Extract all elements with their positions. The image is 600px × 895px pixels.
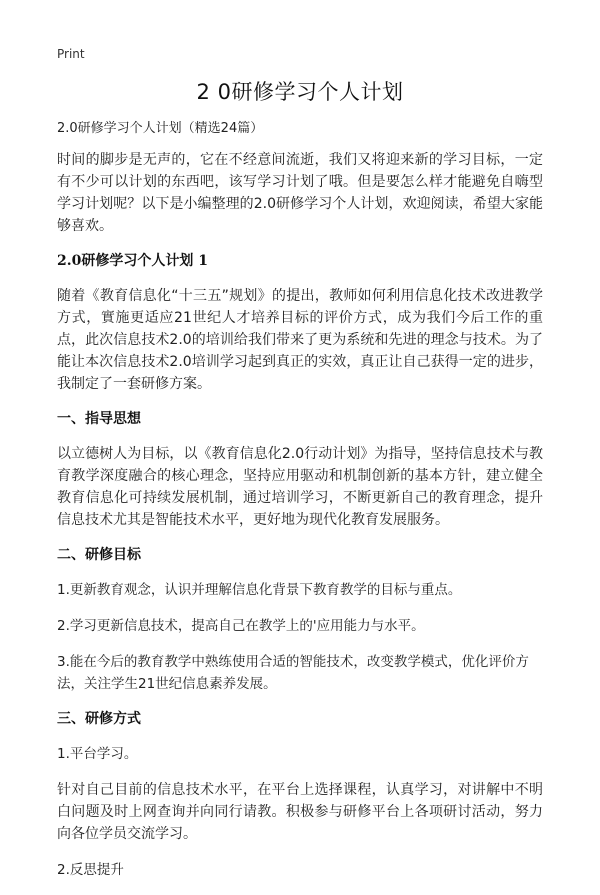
plan-1-paragraph: 随着《教育信息化“十三五”规划》的提出，教师如何利用信息化技术改进教学方式，實施更适应21世纪人才培养目标的评价方式，成为我们今后工作的重点，此次信息技术2.0的培训给我们带来了更为系统和先进的理念与技术。为了能让本次信息技术2.0培训学习起到真正的实效，真正让自己获得一定的进步，我制定了一套研修方案。 (57, 288, 543, 392)
intro-paragraph: 时间的脚步是无声的，它在不经意间流逝，我们又将迎来新的学习目标，一定有不少可以计划的东西吧，该写学习计划了哦。但是要怎么样才能避免自嗨型学习计划呢？以下是小编整理的2.0研修学习个人计划，欢迎阅读，希望大家能够喜欢。 (57, 152, 543, 234)
document-subtitle: 2.0研修学习个人计划（精选24篇） (57, 121, 264, 136)
page-title: 2 0研修学习个人计划 (196, 80, 404, 104)
goal-item-2: 2.学习更新信息技术，提高自己在教学上的'应用能力与水平。 (57, 618, 425, 634)
heading-training-goals: 二、研修目标 (57, 547, 141, 563)
method-item-2-title: 2.反思提升 (57, 862, 124, 878)
document-body (57, 120, 543, 895)
goal-item-1: 1.更新教育观念，认识并理解信息化背景下教育教学的目标与重点。 (57, 582, 462, 598)
heading-training-methods: 三、研修方式 (57, 711, 141, 727)
guiding-ideology-paragraph: 以立德树人为目标，以《教育信息化2.0行动计划》为指导，坚持信息技术与教育教学深度融合的核心理念，坚持应用驱动和机制创新的基本方针，建立健全教育信息化可持续发展机制，通过培训学习，不断更新自己的教育理念，提升信息技术尤其是智能技术水平，更好地为现代化教育发展服务。 (57, 446, 543, 528)
section-heading-plan-1: 2.0研修学习个人计划 1 (57, 253, 208, 269)
method-item-1-paragraph: 针对自己目前的信息技术水平，在平台上选择课程，认真学习，对讲解中不明白问题及时上网查询并向同行请教。积极参与研修平台上各项研讨活动，努力向各位学员交流学习。 (57, 782, 543, 842)
method-item-1-title: 1.平台学习。 (57, 746, 138, 762)
goal-item-3: 3.能在今后的教育教学中熟练使用合适的智能技术，改变教学模式，优化评价方法，关注学生21世纪信息素养发展。 (57, 654, 529, 692)
print-link[interactable]: Print (57, 47, 85, 61)
heading-guiding-ideology: 一、指导思想 (57, 411, 141, 427)
